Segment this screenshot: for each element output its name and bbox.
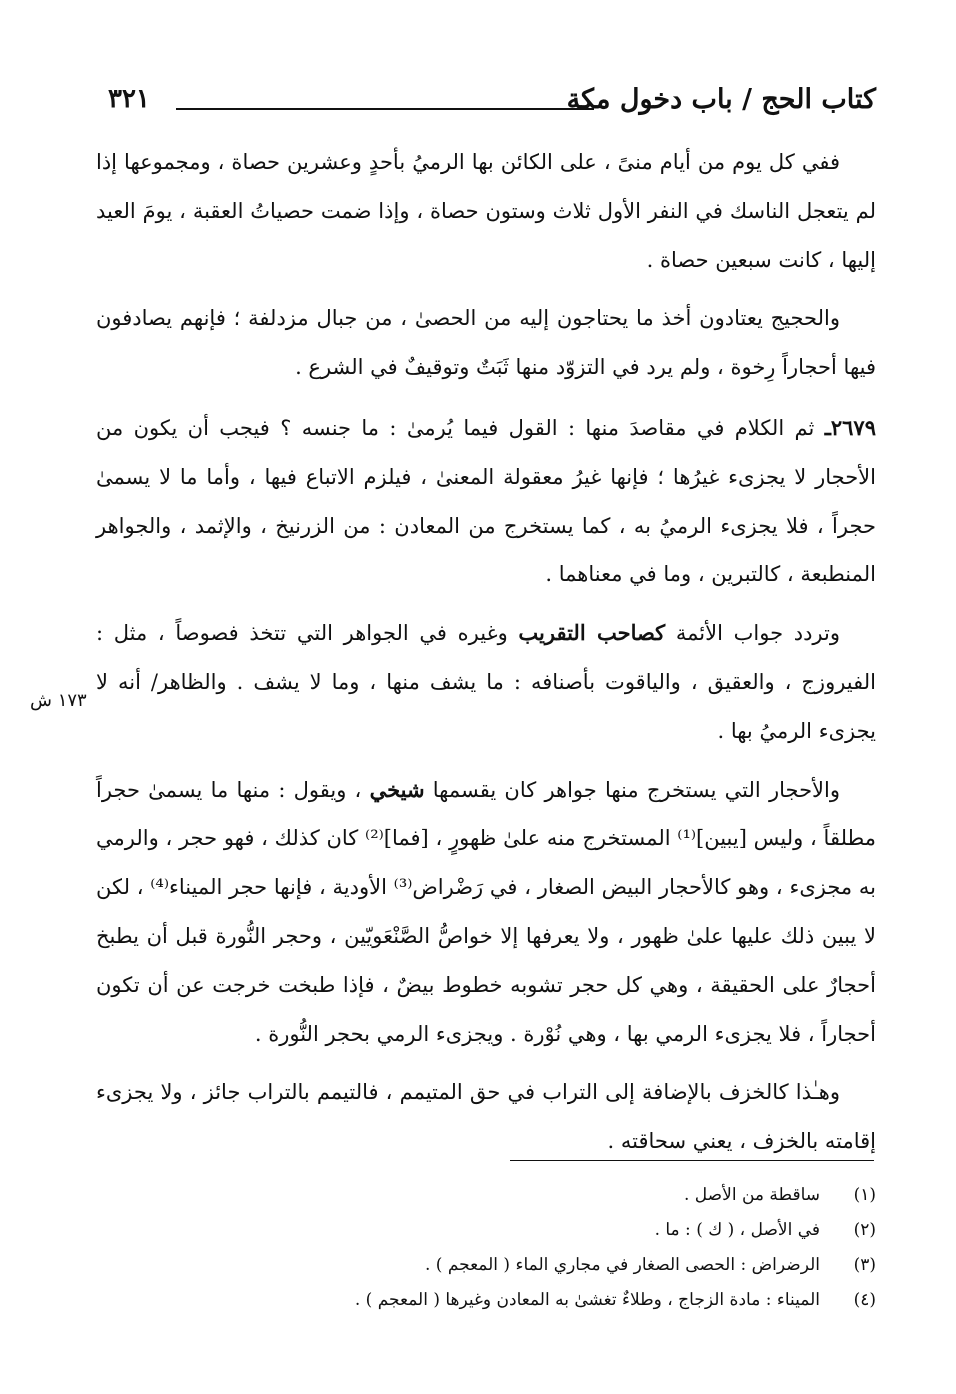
paragraph-text: والحجيج يعتادون أخذ ما يحتاجون إليه من الحصىٰ ، من جبال مزدلفة ؛ فإنهم يصادفون فيها أحجاراً رِخوة ، ولم يرد في التزوّد منها ثَبَتٌ وتوقيفٌ في الشرع .	[96, 306, 876, 380]
paragraph-text: ، ويقول : منها ما يسمىٰ حجراً مطلقاً ، وليس [يبين]⁽¹⁾ المستخرج منه علىٰ ظهورٍ ، [فما]⁽²⁾ كان كذلك ، فهو حجر ، والرمي به مجزىء ، وهو كالأحجار البيض الصغار ، في رَضْراض⁽³⁾ الأودية ، فإنها حجر الميناء⁽⁴⁾ ، لكن لا يبين ذلك عليها علىٰ ظهور ، ولا يعرفها إلا خواصُّ الصَّنْعَويّين ، وحجر النُّورة قبل أن يطبخ أحجارٌ على الحقيقة ، وهي كل حجر تشوبه خطوط بيضٌ ، فإذا طبخت خرجت عن أن تكون أحجاراً ، فلا يجزىء الرمي بها ، وهي نُوْرة . ويجزىء الرمي بحجر النُّورة .	[96, 777, 877, 1046]
paragraph-text: والأحجار التي يستخرج منها جواهر كان يقسمها	[424, 777, 840, 802]
header-rule	[176, 108, 594, 110]
footnote-number: (١)	[853, 1185, 876, 1205]
footnote-number: (٢)	[853, 1220, 876, 1240]
paragraph-text: وتردد جواب الأئمة	[665, 621, 841, 646]
footnote	[96, 1213, 876, 1248]
page-number: ٣٢١	[108, 84, 150, 114]
footnote-text: ساقطة من الأصل .	[684, 1185, 820, 1205]
paragraph	[96, 138, 876, 284]
main-text	[96, 138, 876, 1166]
paragraph-number: ٢٦٧٩ـ	[824, 414, 876, 440]
paragraph	[96, 766, 876, 1059]
paragraph	[96, 609, 876, 755]
footnote	[96, 1248, 876, 1283]
footnote	[96, 1178, 876, 1213]
paragraph-text: ثم الكلام في مقاصدَ منها : القول فيما يُرمىٰ : ما جنسه ؟ فيجب أن يكون من الأحجار لا يجزىء غيرُها ؛ فإنها غيرُ معقولة المعنىٰ ، فيلزم الاتباع فيها ، وأما ما لا يسمىٰ حجراً ، فلا يجزىء الرميُ به ، كما يستخرج من المعادن : من الزرنيخ ، والإثمد ، والجواهر المنطبعة ، كالتبرين ، وما في معناهما .	[96, 415, 876, 587]
paragraph-text: وغيره في الجواهر التي تتخذ فصوصاً ، مثل : الفيروزج ، والعقيق ، والياقوت بأصنافه : ما يشف منها ، وما لا يشف . والظاهر/ أنه لا يجزىء الرميُ بها .	[96, 621, 876, 743]
footnote-text: الميناء : مادة الزجاج ، وطلاءٌ تغشىٰ به المعادن وغيرها ( المعجم ) .	[354, 1290, 820, 1310]
footnote	[96, 1283, 876, 1318]
running-header	[108, 78, 876, 122]
paragraph-text: ففي كل يوم من أيام منىً ، على الكائن بها الرميُ بأحدٍ وعشرين حصاة ، ومجموعها إذا لم يتعجل الناسك في النفر الأول ثلاث وستون حصاة ، وإذا ضمت حصياتُ العقبة ، يومَ العيد إليها ، كانت سبعين حصاة .	[96, 150, 876, 272]
cited-authority: شيخي	[369, 776, 425, 802]
chapter-title: كتاب الحج / باب دخول مكة	[566, 84, 876, 115]
footnote-text: في الأصل ، ( ك ) : ما .	[654, 1220, 820, 1240]
footnote-text: الرضراض : الحصى الصغار في مجاري الماء ( المعجم ) .	[424, 1255, 820, 1275]
paragraph	[96, 1068, 876, 1166]
footnote-number: (٤)	[853, 1290, 876, 1310]
cited-authority: كصاحب التقريب	[518, 620, 666, 646]
paragraph-text: وهـٰذا كالخزف بالإضافة إلى التراب في حق المتيمم ، فالتيمم بالتراب جائز ، ولا يجزىء إقامته بالخزف ، يعني سحاقته .	[96, 1080, 876, 1154]
footnotes	[96, 1178, 876, 1318]
paragraph	[96, 294, 876, 392]
margin-folio-note: ١٧٣ ش	[30, 690, 87, 711]
numbered-paragraph	[96, 404, 876, 599]
footnote-number: (٣)	[853, 1255, 876, 1275]
footnote-separator	[510, 1160, 874, 1161]
